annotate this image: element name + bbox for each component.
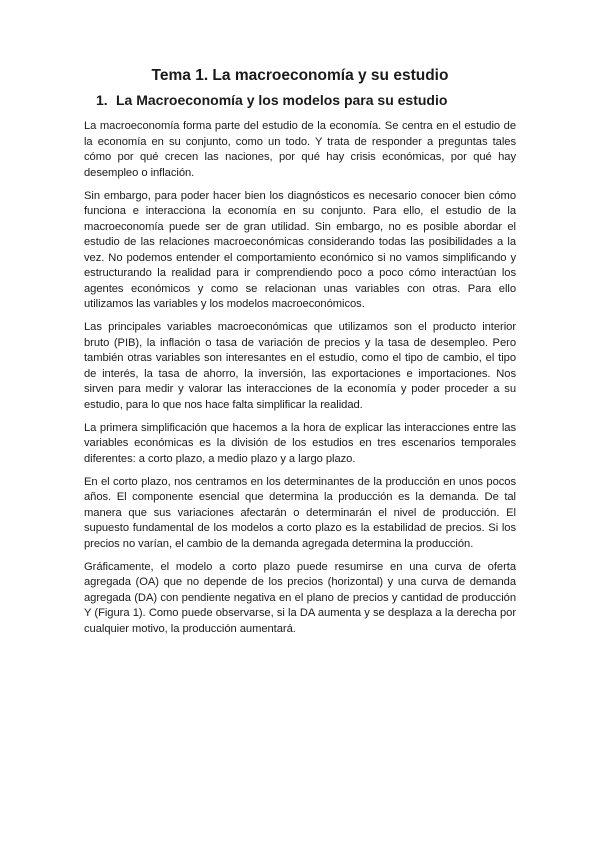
section-number: 1. xyxy=(96,92,108,108)
paragraph-variables: Las principales variables macroeconómicas que utilizamos son el producto interior bruto (PIB), la inflación o tasa de variación de precios y la tasa de desempleo. Pero también otras variables son interesantes en el estudio, como el tipo de cambio, el tipo de interés, la tasa de ahorro, la inversión, las exportaciones e importaciones. Nos sirven para medir y valorar las interacciones de la economía y poder proceder a su estudio, para lo que nos hace falta simplificar la realidad. xyxy=(84,321,516,411)
paragraph-time-horizons: La primera simplificación que hacemos a la hora de explicar las interacciones entre las variables económicas es la división de los estudios en tres escenarios temporales diferentes: a corto plazo, a medio plazo y a largo plazo. xyxy=(84,421,516,465)
paragraph-intro: La macroeconomía forma parte del estudio de la economía. Se centra en el estudio de la economía en su conjunto, como un todo. Y trata de responder a preguntas tales cómo por qué crecen las naciones, por qué hay crisis económicas, por qué hay desempleo o inflación. xyxy=(84,120,516,179)
body-text xyxy=(84,119,516,637)
page-title: Tema 1. La macroeconomía y su estudio xyxy=(151,67,449,84)
paragraph-diagnostics: Sin embargo, para poder hacer bien los diagnósticos es necesario conocer bien cómo funciona e interacciona la economía en su conjunto. Para ello, el estudio de la macroeconomía puede ser de gran utilidad. Sin embargo, no es posible abordar el estudio de las relaciones macroeconómicas considerando todas las posibilidades a la vez. No podemos entender el comportamiento económico si no vamos simplificando y estructurando la realidad para ir comprendiendo poco a poco cómo interactúan los agentes económicos y como se relacionan unas variables con otras. Para ello utilizamos las variables y los modelos macroeconómicos. xyxy=(84,189,516,310)
section-heading-text: La Macroeconomía y los modelos para su estudio xyxy=(116,92,448,108)
paragraph-graphical-model: Gráficamente, el modelo a corto plazo puede resumirse en una curva de oferta agregada (OA) que no depende de los precios (horizontal) y una curva de demanda agregada (DA) con pendiente negativa en el plano de precios y cantidad de producción Y (Figura 1). Como puede observarse, si la DA aumenta y se desplaza a la derecha por cualquier motivo, la producción aumentará. xyxy=(84,560,516,635)
section-heading xyxy=(84,91,516,109)
paragraph-short-run: En el corto plazo, nos centramos en los determinantes de la producción en unos pocos años. El componente esencial que determina la producción es la demanda. De tal manera que sus variaciones afectarán o determinarán el nivel de producción. El supuesto fundamental de los modelos a corto plazo es la estabilidad de precios. Si los precios no varían, el cambio de la demanda agregada determina la producción. xyxy=(84,475,516,550)
